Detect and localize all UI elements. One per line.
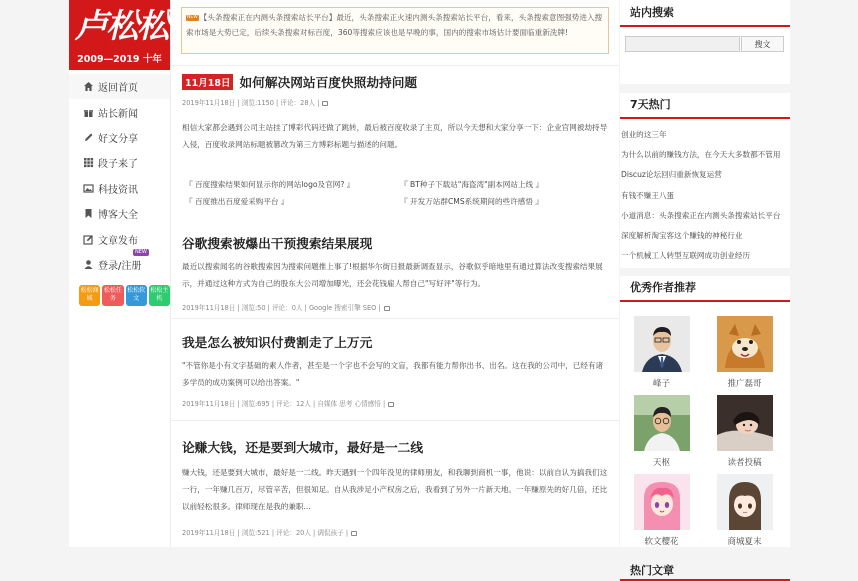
widget-divider xyxy=(620,84,790,93)
post-excerpt: 相信大家都会遇到公司主站挂了博彩代码还做了跳转，最后被百度收录了主页，所以今天想和大家分享一下：企业官网被劫持导入侵，百度收录网站标题被篡改为第三方博彩标题与描述的问题。 xyxy=(182,123,608,149)
notice-new-tag: NEW xyxy=(187,15,198,20)
nav-item-share[interactable] xyxy=(69,125,170,150)
nav-item-jokes[interactable] xyxy=(69,150,170,175)
post-excerpt: 最近以搜索闻名的谷歌搜索因为搜索问题推上事了!根据华尔街日报最新调查显示，谷歌似乎暗地里有通过算法改变搜索结果展示，并通过这种方式为自己的股东大公司增加曝光，还会花钱雇人帮自己"写好评"等行为。 xyxy=(182,262,603,288)
search-widget-title: 站内搜索 xyxy=(620,0,790,27)
post-meta: 2019年11月18日 | 浏览:1150 | 评论：28人 | xyxy=(182,99,320,107)
nav-label: 返回首页 xyxy=(98,83,138,95)
nav-label: 博客大全 xyxy=(98,210,138,222)
bookmark-icon xyxy=(83,208,94,219)
avatar xyxy=(634,316,690,372)
hot-list xyxy=(620,119,790,266)
nav-label: 段子来了 xyxy=(98,159,138,171)
related-links xyxy=(182,179,608,207)
authors-widget-title: 优秀作者推荐 xyxy=(620,276,790,302)
related-link[interactable]: 『 BT种子下载站"海盗湾"副本网站上线 』 xyxy=(400,180,544,189)
home-icon xyxy=(83,81,94,92)
hot-item[interactable]: 有钱不赚王八蛋 xyxy=(621,190,675,200)
post-item xyxy=(171,318,619,420)
hot-item[interactable]: 为什么以前的赚钱方法，在今天大多数都不管用 xyxy=(621,150,781,160)
post-meta: 2019年11月18日 | 浏览:50 | 评论：0人 | Google 搜索引擎 SEO | xyxy=(182,304,381,312)
logo-subtitle: 2009—2019 十年 xyxy=(77,54,162,65)
main-content xyxy=(171,0,619,547)
post-excerpt: 赚大钱，还是要到大城市，最好是一二线。昨天遇到一个四年没见的律师朋友，和我聊到商机一事，他说：以前自认为搞我们这一行，一年赚几百万，尽管辛苦，但很知足。自从我涉足小产权房之后，我看到了另外一片新天地。一年赚原先的好几倍，还比以前轻松很多。律师现在是我的兼职... xyxy=(182,468,608,511)
author-card[interactable] xyxy=(620,395,703,468)
post-date-badge: 11月18日 xyxy=(182,74,233,90)
search-form xyxy=(620,27,790,84)
app-article-button[interactable]: 松松软文 xyxy=(126,285,147,306)
post-excerpt: "不管你是小有文字基础的素人作者，甚至是一个字也不会写的文盲，我都有能力帮你出书、出名。这在我的公司中，已经有诸多学员的成功案例可以给出答案。" xyxy=(182,361,604,387)
pencil-icon xyxy=(83,132,94,143)
right-sidebar xyxy=(620,0,790,578)
edit-icon xyxy=(83,234,94,245)
author-name: 商城夏末 xyxy=(727,537,762,548)
post-meta: 2019年11月18日 | 浏览:695 | 评论：12人 | 自媒体 思考 心情感悟 | xyxy=(182,400,386,408)
comment-icon xyxy=(384,306,390,311)
nav-label: 站长新闻 xyxy=(98,108,138,120)
hot-widget-title: 7天热门 xyxy=(620,93,790,119)
nav-item-tech[interactable] xyxy=(69,176,170,201)
post-item xyxy=(171,420,619,550)
author-card[interactable] xyxy=(620,316,703,389)
post-title-link[interactable]: 我是怎么被知识付费割走了上万元 xyxy=(182,335,373,350)
author-name: 读者投稿 xyxy=(727,458,762,469)
widget-divider xyxy=(620,553,790,561)
author-card[interactable] xyxy=(703,316,786,389)
avatar xyxy=(717,316,773,372)
avatar xyxy=(634,474,690,530)
nav-item-publish[interactable] xyxy=(69,226,170,251)
notice-banner[interactable] xyxy=(181,7,609,54)
post-title-link[interactable]: 如何解决网站百度快照劫持问题 xyxy=(239,75,418,90)
gift-icon xyxy=(83,107,94,118)
search-input[interactable] xyxy=(625,36,740,52)
nav-label: 好文分享 xyxy=(98,133,138,145)
app-shop-button[interactable]: 松松商城 xyxy=(79,285,100,306)
nav-item-login[interactable] xyxy=(69,248,170,277)
author-name: 天枢 xyxy=(652,458,670,469)
post-title-link[interactable]: 论赚大钱，还是要到大城市，最好是一二线 xyxy=(182,440,424,455)
comment-icon xyxy=(351,531,357,536)
app-host-button[interactable]: 松松主机 xyxy=(149,285,170,306)
notice-text: 【头条搜索正在内测头条搜索站长平台】最近，头条搜索正火速内测头条搜索站长平台，看来，头条搜索意图强势进入搜索市场是大势已定，后续头条搜索对标百度，360等搜索应该也是早晚的事，国内的搜索市场估计要面临重新洗牌! xyxy=(186,13,603,38)
bottom-widget-title: 热门文章 xyxy=(620,561,790,581)
post-title-link[interactable]: 谷歌搜索被爆出干预搜索结果展现 xyxy=(182,236,373,251)
main-nav xyxy=(69,70,170,277)
hot-item[interactable]: 小道消息：头条搜索正在内测头条搜索站长平台 xyxy=(621,210,781,220)
left-sidebar xyxy=(69,0,171,547)
author-card[interactable] xyxy=(703,395,786,468)
post-meta: 2019年11月18日 | 浏览:521 | 评论：20人 | 调侃孩子 | xyxy=(182,529,349,537)
related-link[interactable]: 『 开发万站群CMS系统期间的些许感悟 』 xyxy=(400,197,544,206)
nav-item-news[interactable] xyxy=(69,99,170,124)
related-link[interactable]: 『 百度搜索结果如何显示你的网站logo及官网? 』 xyxy=(185,180,355,189)
post-item xyxy=(171,65,619,229)
related-link[interactable]: 『 百度推出百度爱采购平台 』 xyxy=(185,197,289,206)
app-task-button[interactable]: 松松任务 xyxy=(102,285,123,306)
nav-item-home[interactable] xyxy=(69,74,170,99)
post-item xyxy=(171,229,619,318)
hot-item[interactable]: 创业的这三年 xyxy=(621,130,667,139)
logo-title: 卢松松 xyxy=(75,6,168,45)
widget-divider xyxy=(620,268,790,276)
comment-icon xyxy=(388,402,394,407)
hot-item[interactable]: Discuz论坛回归重新恢复运营 xyxy=(621,170,722,180)
site-logo[interactable] xyxy=(69,0,170,70)
search-button[interactable]: 搜文 xyxy=(741,36,784,52)
hot-item[interactable]: 深度解析淘宝客这个赚钱的神秘行业 xyxy=(621,230,743,240)
nav-label: 科技资讯 xyxy=(98,184,138,196)
comment-icon xyxy=(322,101,328,106)
author-name: 推广磊哥 xyxy=(727,379,762,390)
avatar xyxy=(717,474,773,530)
nav-label: 登录/注册 xyxy=(98,260,142,272)
new-badge: NEW xyxy=(135,248,147,255)
author-name: 软文樱花 xyxy=(644,537,679,548)
author-card[interactable] xyxy=(620,474,703,547)
nav-item-blogs[interactable] xyxy=(69,201,170,226)
avatar xyxy=(717,395,773,451)
author-card[interactable] xyxy=(703,474,786,547)
hot-item[interactable]: 一个机械工人转型互联网成功创业经历 xyxy=(621,251,751,261)
grid-icon xyxy=(83,157,94,168)
author-name: 峰子 xyxy=(652,379,670,390)
nav-label: 文章发布 xyxy=(98,235,138,247)
avatar xyxy=(634,395,690,451)
author-grid xyxy=(620,302,790,547)
image-icon xyxy=(83,183,94,194)
app-shortcuts xyxy=(69,277,170,306)
user-icon xyxy=(83,259,94,270)
